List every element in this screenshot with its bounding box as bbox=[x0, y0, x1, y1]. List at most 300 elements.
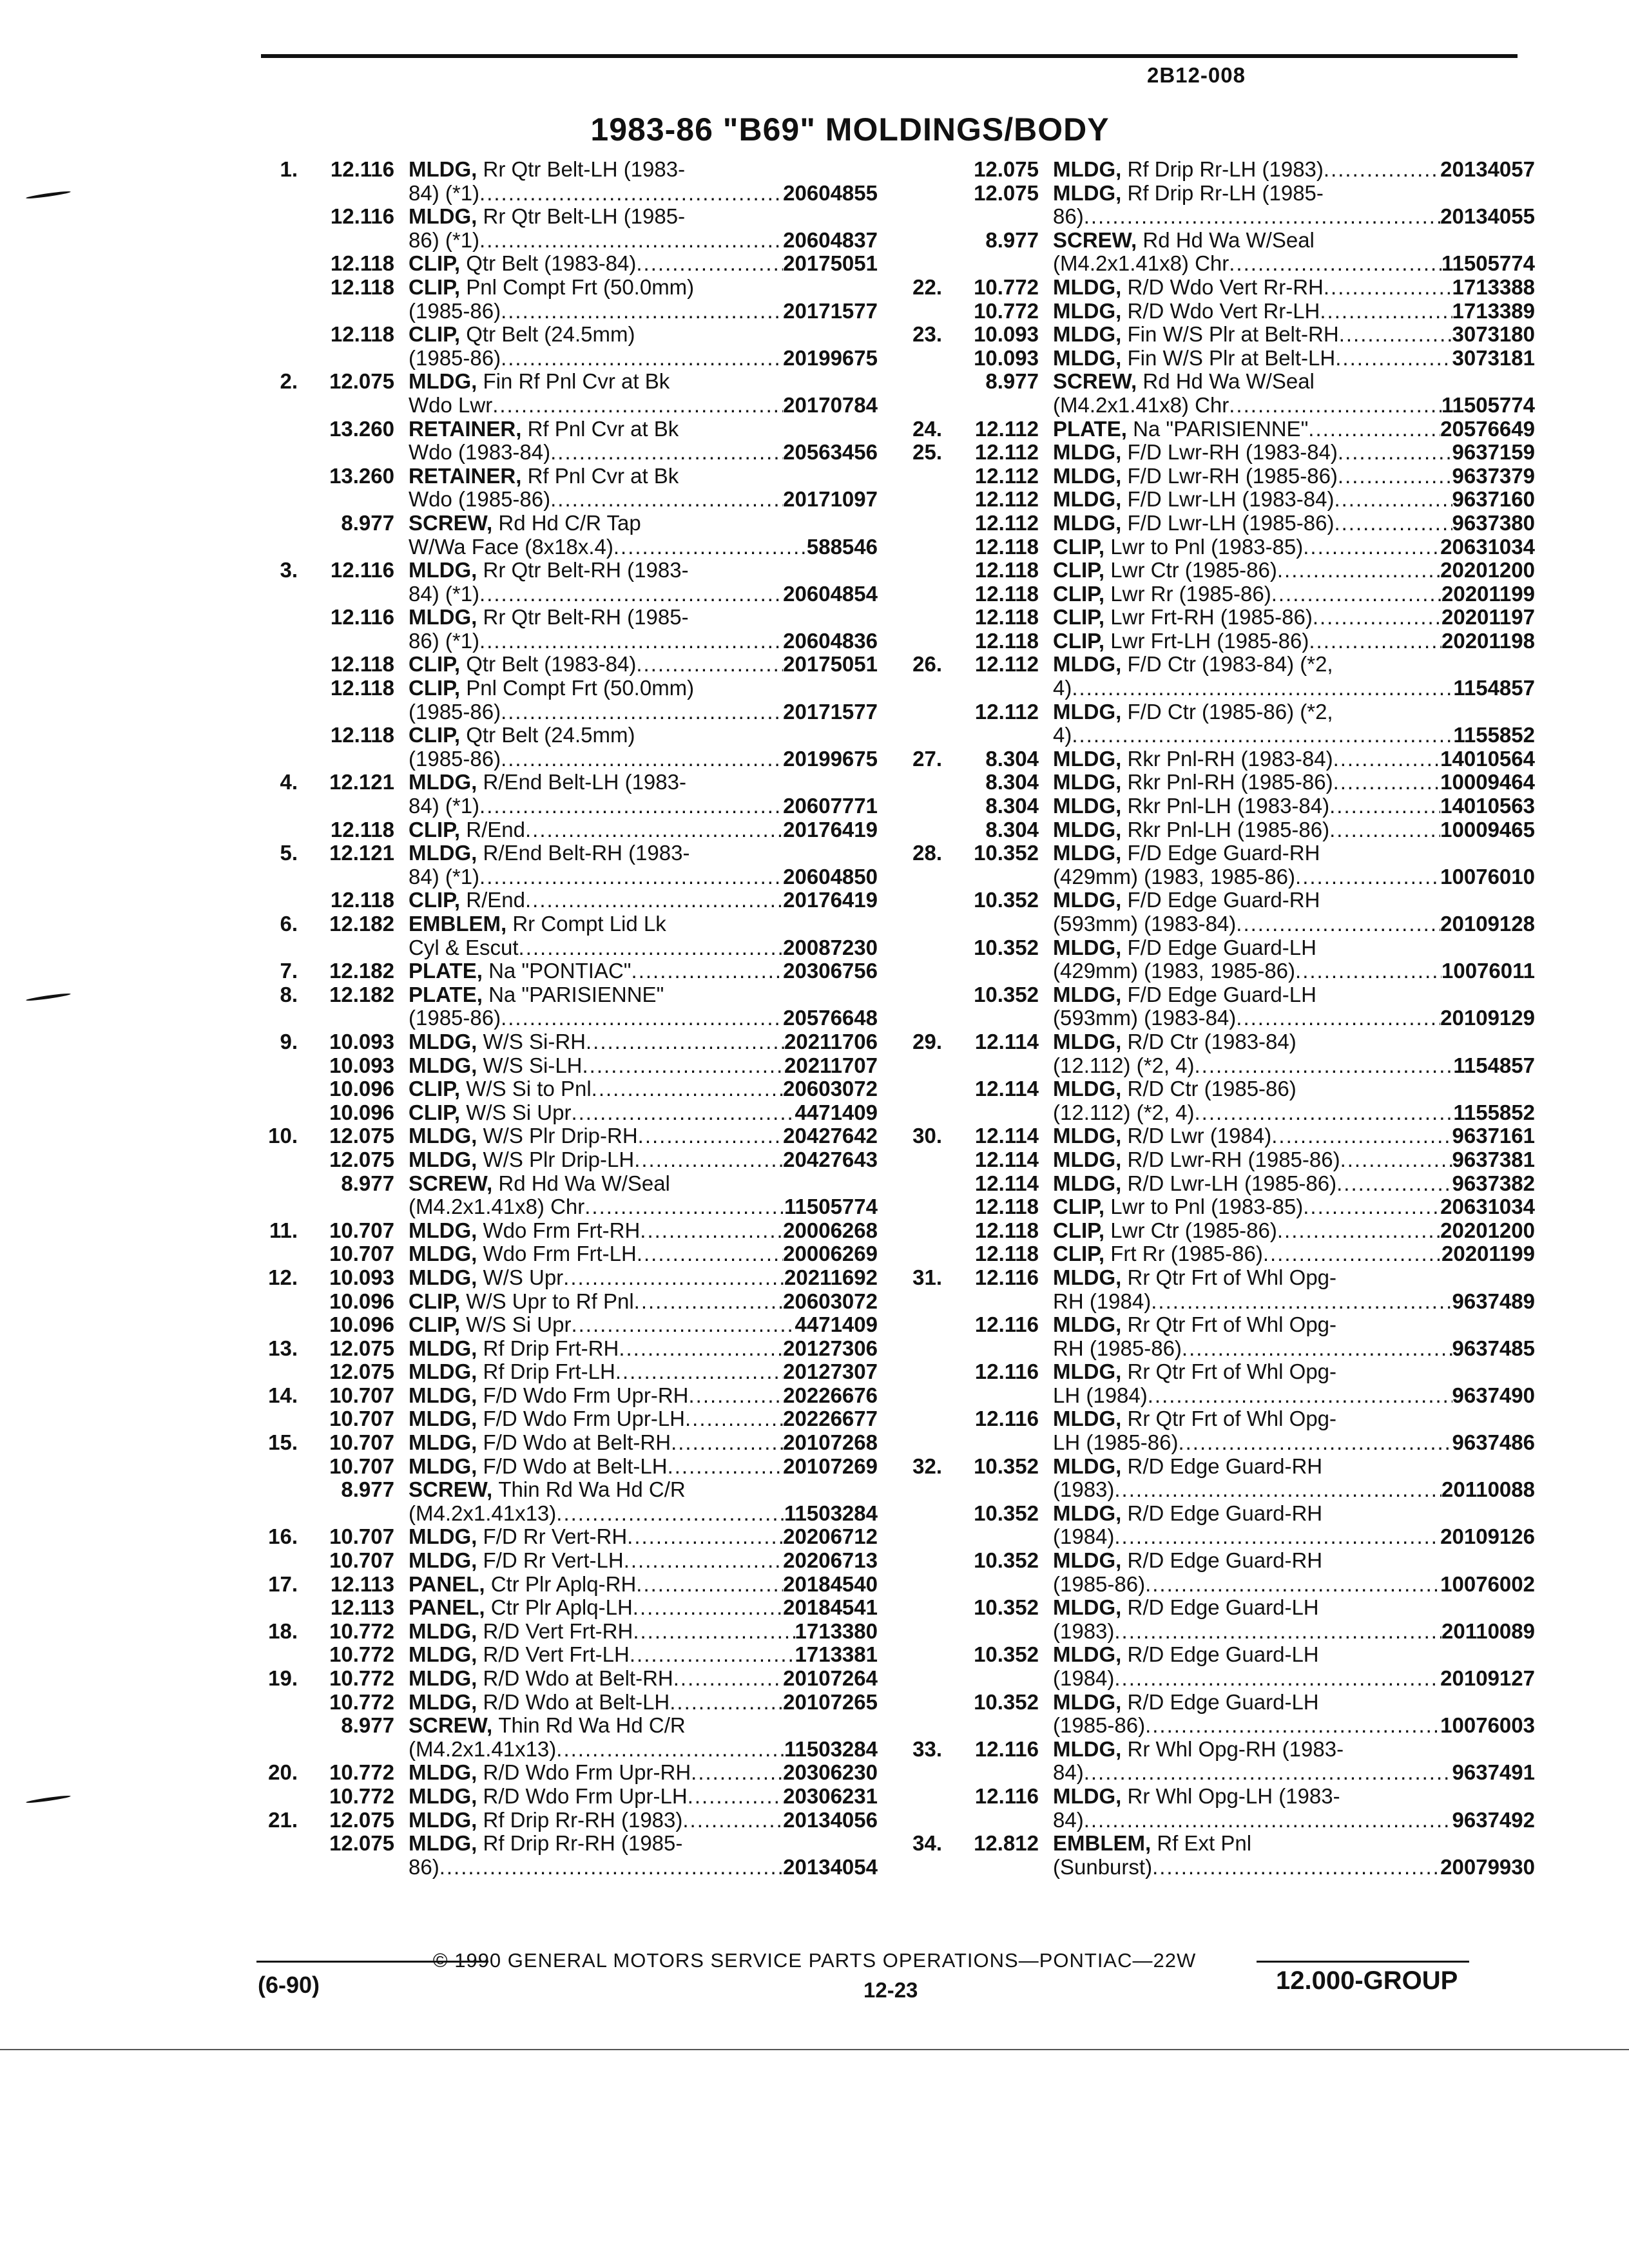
group-number: 10.707 bbox=[329, 1454, 394, 1478]
part-entry bbox=[253, 1431, 878, 1455]
part-desc: R/D Ctr (1985-86) bbox=[1127, 1077, 1296, 1101]
part-name: MLDG, bbox=[1053, 322, 1122, 347]
part-number: 20576648 bbox=[783, 1006, 878, 1030]
part-description bbox=[1053, 1738, 1535, 1785]
part-description bbox=[1053, 1502, 1535, 1549]
part-entry bbox=[253, 252, 878, 276]
leader-dots bbox=[682, 1809, 783, 1832]
part-entry bbox=[253, 653, 878, 677]
part-entry bbox=[897, 771, 1535, 794]
illustration-ref: 22. bbox=[912, 274, 942, 299]
part-description bbox=[1053, 582, 1535, 606]
part-number: 11503284 bbox=[784, 1736, 878, 1761]
part-desc: F/D Lwr-LH (1985-86) bbox=[1127, 510, 1335, 535]
part-name: MLDG, bbox=[1053, 1595, 1122, 1620]
leader-dots bbox=[592, 1077, 784, 1101]
part-desc-continued: 4) bbox=[1053, 676, 1072, 700]
leader-dots bbox=[439, 1856, 783, 1879]
part-entry bbox=[897, 158, 1535, 182]
part-name: MLDG, bbox=[409, 1407, 477, 1431]
part-description bbox=[1053, 1077, 1535, 1124]
part-desc: F/D Wdo Frm Upr-LH bbox=[483, 1407, 685, 1431]
part-number: 9637161 bbox=[1452, 1124, 1535, 1148]
leader-dots bbox=[619, 1337, 783, 1361]
part-name: SCREW, bbox=[409, 510, 493, 535]
part-desc: F/D Ctr (1983-84) (*2, bbox=[1127, 652, 1333, 677]
part-number: 11505774 bbox=[1441, 392, 1535, 417]
part-description bbox=[409, 1714, 878, 1761]
part-entry bbox=[897, 1360, 1535, 1407]
part-description bbox=[409, 1832, 878, 1879]
part-description bbox=[409, 1643, 878, 1667]
part-entry bbox=[897, 1172, 1535, 1196]
part-desc-continued: (Sunburst) bbox=[1053, 1854, 1153, 1879]
part-description bbox=[409, 1596, 878, 1620]
part-description bbox=[1053, 1407, 1535, 1454]
leader-dots bbox=[630, 1643, 795, 1667]
part-name: MLDG, bbox=[1053, 746, 1122, 771]
part-name: MLDG, bbox=[1053, 794, 1122, 818]
illustration-ref: 25. bbox=[912, 440, 942, 465]
group-number: 10.096 bbox=[329, 1289, 394, 1313]
part-entry bbox=[897, 1077, 1535, 1124]
part-name: MLDG, bbox=[1053, 1147, 1122, 1171]
part-entry bbox=[253, 1101, 878, 1125]
group-number: 12.112 bbox=[974, 463, 1039, 488]
part-entry bbox=[253, 276, 878, 323]
part-number: 20176419 bbox=[783, 817, 878, 841]
part-description bbox=[409, 1455, 878, 1479]
group-number: 8.977 bbox=[341, 1477, 394, 1502]
illustration-ref: 5. bbox=[280, 841, 298, 865]
part-name: CLIP, bbox=[409, 1289, 461, 1313]
part-desc-continued: (1983) bbox=[1053, 1619, 1115, 1643]
part-desc: Na "PARISIENNE" bbox=[1133, 416, 1309, 441]
part-description bbox=[1053, 535, 1535, 559]
part-number: 3073181 bbox=[1452, 345, 1535, 370]
part-number: 20107265 bbox=[783, 1689, 878, 1714]
part-description bbox=[1053, 1832, 1535, 1879]
group-number: 10.352 bbox=[974, 935, 1039, 959]
part-number: 10009465 bbox=[1440, 817, 1535, 841]
part-description bbox=[1053, 794, 1535, 818]
part-entry bbox=[897, 488, 1535, 512]
group-number: 10.352 bbox=[974, 1501, 1039, 1525]
part-number: 20201200 bbox=[1440, 1218, 1535, 1242]
part-desc: F/D Wdo Frm Upr-RH bbox=[483, 1383, 689, 1407]
part-desc: Rr Qtr Belt-LH (1985- bbox=[483, 204, 686, 229]
part-desc-continued: 86) bbox=[409, 1854, 439, 1879]
part-desc-continued: (1985-86) bbox=[1053, 1713, 1146, 1738]
part-entry bbox=[253, 205, 878, 252]
part-desc-continued: 84) bbox=[1053, 1807, 1084, 1832]
leader-dots bbox=[668, 1455, 784, 1479]
illustration-ref: 13. bbox=[268, 1336, 298, 1360]
leader-dots bbox=[1338, 441, 1452, 465]
part-desc: Ctr Plr Aplq-LH bbox=[490, 1595, 633, 1620]
group-number: 12.116 bbox=[974, 1407, 1039, 1431]
part-description bbox=[1053, 465, 1535, 488]
part-number: 9637489 bbox=[1452, 1289, 1535, 1313]
part-entry bbox=[897, 841, 1535, 889]
part-desc-continued: (M4.2x1.41x8) Chr bbox=[409, 1195, 585, 1219]
part-entry bbox=[253, 677, 878, 724]
part-description bbox=[1053, 983, 1535, 1030]
part-name: MLDG, bbox=[409, 841, 477, 865]
part-entry bbox=[253, 1407, 878, 1431]
part-desc: R/D Lwr (1984) bbox=[1127, 1124, 1272, 1148]
part-name: PLATE, bbox=[1053, 416, 1127, 441]
part-desc: R/D Vert Frt-RH bbox=[483, 1619, 633, 1643]
part-name: MLDG, bbox=[1053, 345, 1122, 370]
part-number: 20201199 bbox=[1441, 1242, 1535, 1266]
part-description bbox=[1053, 158, 1535, 182]
leader-dots bbox=[550, 441, 783, 465]
part-desc-continued: 86) (*1) bbox=[409, 227, 480, 252]
part-desc: Rf Pnl Cvr at Bk bbox=[527, 463, 679, 488]
part-entry bbox=[897, 983, 1535, 1030]
part-desc: R/D Edge Guard-RH bbox=[1127, 1454, 1323, 1478]
part-entry bbox=[897, 1691, 1535, 1738]
part-name: MLDG, bbox=[1053, 274, 1122, 299]
part-description bbox=[1053, 606, 1535, 629]
part-desc-continued: (593mm) (1983-84) bbox=[1053, 912, 1237, 936]
part-desc: F/D Wdo at Belt-RH bbox=[483, 1430, 671, 1455]
part-number: 20201199 bbox=[1441, 581, 1535, 606]
illustration-ref: 20. bbox=[268, 1760, 298, 1785]
part-desc: Rr Whl Opg-LH (1983- bbox=[1127, 1783, 1340, 1808]
group-number: 8.977 bbox=[341, 1171, 394, 1195]
part-description bbox=[409, 959, 878, 983]
leader-dots bbox=[1329, 794, 1440, 818]
part-number: 20134057 bbox=[1440, 157, 1535, 181]
illustration-ref: 16. bbox=[268, 1524, 298, 1549]
part-entry bbox=[897, 559, 1535, 582]
group-number: 12.118 bbox=[330, 723, 394, 747]
part-number: 20427643 bbox=[783, 1147, 878, 1171]
part-entry bbox=[897, 629, 1535, 653]
part-desc: Lwr to Pnl (1983-85) bbox=[1110, 534, 1304, 559]
leader-dots bbox=[1271, 582, 1441, 606]
illustration-ref: 23. bbox=[912, 322, 942, 347]
leader-dots bbox=[563, 1266, 784, 1290]
group-number: 12.114 bbox=[974, 1077, 1039, 1101]
part-desc: Rkr Pnl-LH (1985-86) bbox=[1127, 817, 1330, 841]
part-desc: F/D Wdo at Belt-LH bbox=[483, 1454, 668, 1478]
part-number: 1154857 bbox=[1453, 676, 1535, 700]
part-desc: R/D Lwr-RH (1985-86) bbox=[1127, 1147, 1340, 1171]
part-description bbox=[1053, 629, 1535, 653]
leader-dots bbox=[479, 582, 783, 606]
group-number: 12.116 bbox=[330, 558, 394, 582]
group-number: 8.304 bbox=[985, 746, 1039, 771]
part-name: MLDG, bbox=[1053, 935, 1122, 959]
part-number: 20127307 bbox=[783, 1360, 878, 1384]
leader-dots bbox=[1271, 1124, 1452, 1148]
part-description bbox=[409, 983, 878, 1030]
part-desc: Fin W/S Plr at Belt-LH bbox=[1127, 345, 1336, 370]
part-number: 20604854 bbox=[783, 581, 878, 606]
part-name: MLDG, bbox=[1053, 841, 1122, 865]
group-number: 8.977 bbox=[985, 227, 1039, 252]
part-entry bbox=[253, 1313, 878, 1337]
part-name: MLDG, bbox=[1053, 157, 1122, 181]
part-description bbox=[409, 1242, 878, 1266]
part-name: MLDG, bbox=[1053, 1029, 1122, 1053]
part-entry bbox=[897, 229, 1535, 276]
part-number: 20206712 bbox=[783, 1524, 878, 1549]
part-name: SCREW, bbox=[409, 1713, 493, 1738]
part-entry bbox=[897, 582, 1535, 606]
leader-dots bbox=[671, 1431, 783, 1455]
part-description bbox=[1053, 889, 1535, 936]
part-desc-continued: W/Wa Face (8x18x.4) bbox=[409, 534, 613, 559]
part-name: RETAINER, bbox=[409, 416, 522, 441]
leader-dots bbox=[501, 300, 783, 323]
group-number: 12.182 bbox=[329, 912, 394, 936]
part-desc: F/D Lwr-RH (1985-86) bbox=[1127, 463, 1338, 488]
part-description bbox=[1053, 1172, 1535, 1196]
part-name: MLDG, bbox=[1053, 298, 1122, 323]
leader-dots bbox=[479, 629, 783, 653]
part-desc-continued: (M4.2x1.41x8) Chr bbox=[1053, 251, 1229, 276]
part-description bbox=[409, 1620, 878, 1644]
part-name: MLDG, bbox=[1053, 440, 1122, 465]
part-desc-continued: Cyl & Escut bbox=[409, 935, 519, 959]
part-desc: R/End bbox=[466, 888, 525, 912]
part-entry bbox=[897, 1738, 1535, 1785]
illustration-ref: 26. bbox=[912, 652, 942, 677]
part-desc-continued: (12.112) (*2, 4) bbox=[1053, 1053, 1195, 1077]
part-description bbox=[409, 889, 878, 912]
part-name: MLDG, bbox=[409, 1666, 477, 1690]
group-number: 12.116 bbox=[974, 1360, 1039, 1384]
leader-dots bbox=[556, 1738, 784, 1762]
group-number: 10.093 bbox=[329, 1053, 394, 1077]
page-number: 12-23 bbox=[863, 1978, 918, 2002]
part-description bbox=[1053, 700, 1535, 747]
part-name: MLDG, bbox=[1053, 1783, 1122, 1808]
illustration-ref: 9. bbox=[280, 1029, 298, 1053]
part-name: CLIP, bbox=[409, 817, 461, 841]
part-entry bbox=[253, 1266, 878, 1290]
part-entry bbox=[897, 1124, 1535, 1148]
part-entry bbox=[897, 300, 1535, 323]
part-name: MLDG, bbox=[409, 558, 477, 582]
part-entry bbox=[253, 1455, 878, 1479]
group-number: 10.352 bbox=[974, 841, 1039, 865]
part-number: 20107269 bbox=[783, 1454, 878, 1478]
leader-dots bbox=[1295, 865, 1440, 889]
part-number: 20604855 bbox=[783, 180, 878, 205]
part-number: 20109126 bbox=[1440, 1524, 1535, 1549]
part-name: SCREW, bbox=[409, 1171, 493, 1195]
illustration-ref: 12. bbox=[268, 1265, 298, 1289]
part-desc-continued: RH (1984) bbox=[1053, 1289, 1152, 1313]
leader-dots bbox=[685, 1407, 783, 1431]
top-rule bbox=[261, 54, 1518, 58]
part-name: EMBLEM, bbox=[1053, 1831, 1152, 1856]
leader-dots bbox=[640, 1219, 783, 1243]
part-description bbox=[409, 370, 878, 417]
group-number: 10.096 bbox=[329, 1100, 394, 1124]
group-number: 12.118 bbox=[330, 322, 394, 347]
part-name: MLDG, bbox=[1053, 699, 1122, 724]
part-name: MLDG, bbox=[1053, 982, 1122, 1006]
part-number: 20211692 bbox=[784, 1265, 878, 1289]
revision-date: (6-90) bbox=[258, 1972, 320, 1998]
part-description bbox=[409, 276, 878, 323]
leader-dots bbox=[670, 1691, 783, 1715]
part-number: 20109128 bbox=[1440, 912, 1535, 936]
part-entry bbox=[253, 1054, 878, 1078]
group-number: 12.118 bbox=[330, 888, 394, 912]
leader-dots bbox=[1151, 1290, 1452, 1314]
group-number: 8.304 bbox=[985, 770, 1039, 794]
part-description bbox=[1053, 936, 1535, 983]
part-description bbox=[1053, 300, 1535, 323]
part-entry bbox=[897, 747, 1535, 771]
part-desc: W/S Upr to Rf Pnl bbox=[466, 1289, 634, 1313]
part-description bbox=[409, 465, 878, 512]
group-number: 10.352 bbox=[974, 1595, 1039, 1620]
document-code: 2B12-008 bbox=[1147, 63, 1246, 87]
part-entry bbox=[253, 1549, 878, 1573]
group-number: 10.707 bbox=[329, 1218, 394, 1242]
leader-dots bbox=[1320, 300, 1452, 323]
part-description bbox=[1053, 1242, 1535, 1266]
part-name: MLDG, bbox=[409, 369, 477, 394]
part-name: CLIP, bbox=[1053, 1218, 1105, 1242]
part-name: MLDG, bbox=[409, 1053, 477, 1077]
part-number: 14010563 bbox=[1440, 794, 1535, 818]
part-number: 20604837 bbox=[783, 227, 878, 252]
part-number: 20110089 bbox=[1441, 1619, 1535, 1643]
part-entry bbox=[897, 441, 1535, 465]
part-description bbox=[409, 1761, 878, 1785]
leader-dots bbox=[571, 1313, 795, 1337]
part-name: MLDG, bbox=[409, 157, 477, 181]
part-desc-continued: LH (1984) bbox=[1053, 1383, 1148, 1407]
leader-dots bbox=[1072, 677, 1453, 700]
leader-dots bbox=[1324, 158, 1440, 182]
part-name: MLDG, bbox=[1053, 1454, 1122, 1478]
part-name: CLIP, bbox=[409, 274, 461, 299]
part-entry bbox=[897, 1313, 1535, 1360]
leader-dots bbox=[1334, 512, 1452, 535]
part-entry bbox=[253, 1337, 878, 1361]
group-number: 8.977 bbox=[341, 1713, 394, 1738]
part-name: MLDG, bbox=[1053, 770, 1122, 794]
group-number: 12.116 bbox=[330, 204, 394, 229]
part-number: 3073180 bbox=[1452, 322, 1535, 347]
part-description bbox=[409, 205, 878, 252]
part-desc-continued: (1985-86) bbox=[409, 345, 501, 370]
leader-dots bbox=[1295, 959, 1441, 983]
group-number: 10.707 bbox=[329, 1524, 394, 1549]
leader-dots bbox=[1114, 1620, 1441, 1644]
leader-dots bbox=[1178, 1431, 1452, 1455]
illustration-ref: 11. bbox=[269, 1218, 298, 1242]
group-number: 12.114 bbox=[974, 1029, 1039, 1053]
part-number: 20226677 bbox=[783, 1407, 878, 1431]
part-entry bbox=[253, 1643, 878, 1667]
part-name: CLIP, bbox=[1053, 1242, 1105, 1266]
part-desc: F/D Edge Guard-RH bbox=[1127, 888, 1320, 912]
part-desc: F/D Lwr-RH (1983-84) bbox=[1127, 440, 1338, 465]
part-entry bbox=[253, 1360, 878, 1384]
group-number: 10.096 bbox=[329, 1077, 394, 1101]
part-name: MLDG, bbox=[409, 1360, 477, 1384]
part-name: MLDG, bbox=[409, 1619, 477, 1643]
part-entry bbox=[253, 841, 878, 889]
part-number: 20171577 bbox=[783, 298, 878, 323]
leader-dots bbox=[1182, 1337, 1452, 1361]
part-description bbox=[1053, 441, 1535, 465]
part-number: 20127306 bbox=[783, 1336, 878, 1360]
leader-dots bbox=[479, 865, 783, 889]
part-description bbox=[1053, 1266, 1535, 1313]
part-number: 20201197 bbox=[1441, 605, 1535, 629]
leader-dots bbox=[1336, 1172, 1452, 1196]
part-entry bbox=[897, 465, 1535, 488]
part-entry bbox=[897, 1030, 1535, 1077]
leader-dots bbox=[1329, 818, 1440, 842]
leader-dots bbox=[636, 252, 783, 276]
part-description bbox=[409, 1525, 878, 1549]
illustration-ref: 3. bbox=[280, 558, 298, 582]
leader-dots bbox=[1313, 606, 1441, 629]
leader-dots bbox=[556, 1502, 784, 1526]
part-name: MLDG, bbox=[1053, 487, 1122, 512]
leader-dots bbox=[550, 488, 783, 512]
part-desc: Wdo Frm Frt-RH bbox=[483, 1218, 641, 1242]
part-desc-continued: 84) (*1) bbox=[409, 581, 480, 606]
part-name: MLDG, bbox=[1053, 817, 1122, 841]
part-desc: Rr Qtr Frt of Whl Opg- bbox=[1127, 1360, 1337, 1384]
group-number: 10.772 bbox=[329, 1642, 394, 1667]
part-desc: R/End Belt-LH (1983- bbox=[483, 770, 686, 794]
part-name: MLDG, bbox=[409, 1147, 477, 1171]
leader-dots bbox=[1277, 1219, 1440, 1243]
part-desc: R/D Edge Guard-LH bbox=[1127, 1689, 1319, 1714]
leader-dots bbox=[501, 347, 783, 370]
part-desc-continued: (1985-86) bbox=[409, 699, 501, 724]
part-description bbox=[409, 1384, 878, 1408]
group-number: 8.304 bbox=[985, 794, 1039, 818]
part-number: 20201198 bbox=[1441, 628, 1535, 653]
illustration-ref: 4. bbox=[280, 770, 298, 794]
part-description bbox=[1053, 818, 1535, 842]
illustration-ref: 6. bbox=[280, 912, 298, 936]
group-number: 10.093 bbox=[974, 345, 1039, 370]
part-name: CLIP, bbox=[409, 1312, 461, 1337]
leader-dots bbox=[673, 1667, 783, 1691]
illustration-ref: 24. bbox=[912, 416, 942, 441]
footer-rule-right bbox=[1257, 1961, 1469, 1963]
part-description bbox=[409, 158, 878, 205]
leader-dots bbox=[688, 1785, 783, 1809]
part-desc: Qtr Belt (24.5mm) bbox=[466, 723, 635, 747]
group-number: 10.707 bbox=[329, 1383, 394, 1407]
group-number: 12.118 bbox=[330, 676, 394, 700]
part-desc: W/S Si-LH bbox=[483, 1053, 583, 1077]
part-entry bbox=[253, 370, 878, 417]
leader-dots bbox=[1308, 418, 1440, 441]
part-description bbox=[1053, 1596, 1535, 1643]
part-name: MLDG, bbox=[409, 1807, 477, 1832]
leader-dots bbox=[1303, 1195, 1440, 1219]
